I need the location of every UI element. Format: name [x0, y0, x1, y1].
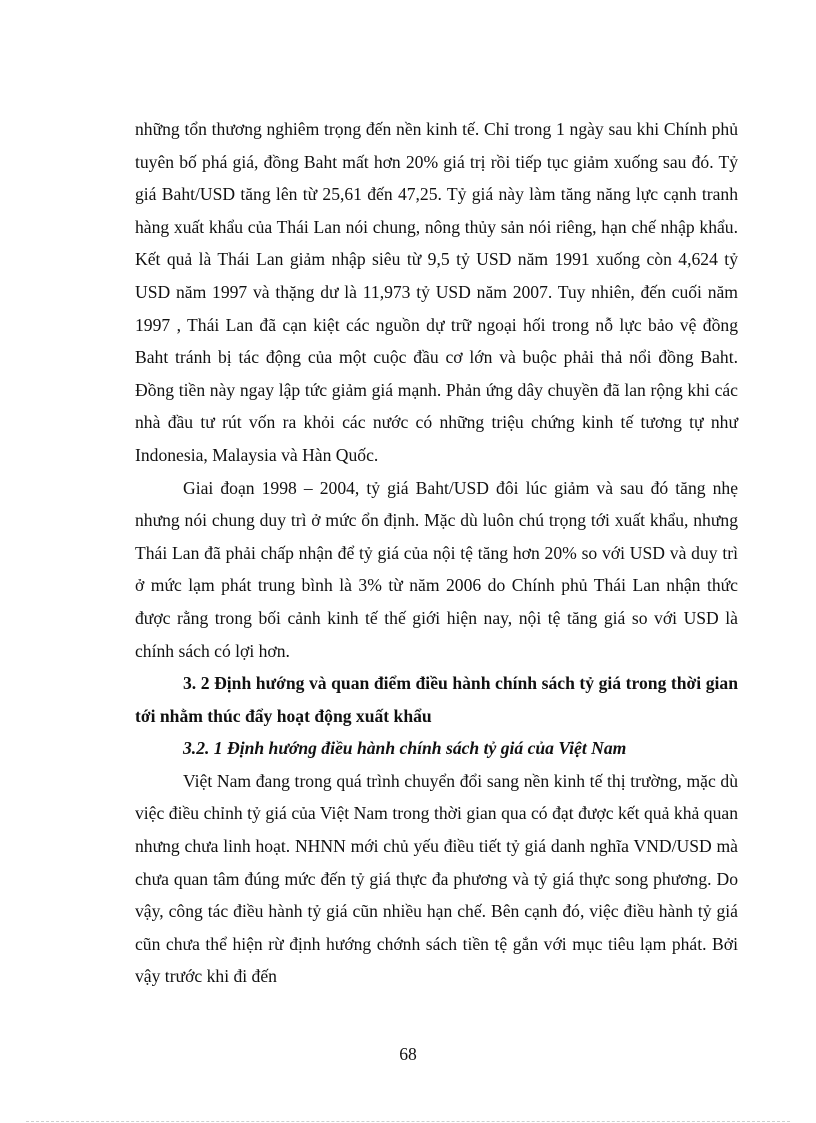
paragraph-vietnam-orientation: Việt Nam đang trong quá trình chuyển đổi sang nền kinh tế thị trường, mặc dù việc điều chỉnh tỷ giá của Việt Nam trong thời gian qua có đạt được kết quả khả quan nhưng chưa linh hoạt. NHNN mới chủ yếu điều tiết tỷ giá danh nghĩa VND/USD mà chưa quan tâm đúng mức đến tỷ giá thực đa phương và tỷ giá thực song phương. Do vậy, công tác điều hành tỷ giá cũn nhiều hạn chế. Bên cạnh đó, việc điều hành tỷ giá cũn chưa thể hiện rừ định hướng chớnh sách tiền tệ gắn với mục tiêu lạm phát. Bởi vậy trước khi đi đến [135, 770, 738, 987]
subsection-heading: 3.2. 1 Định hướng điều hành chính sách tỷ giá của Việt Nam [183, 738, 627, 759]
footer-divider [26, 1121, 790, 1122]
paragraph-thailand-crisis: những tổn thương nghiêm trọng đến nền kinh tế. Chỉ trong 1 ngày sau khi Chính phủ tuyên bố phá giá, đồng Baht mất hơn 20% giá trị rồi tiếp tục giảm xuống sau đó. Tỷ giá Baht/USD tăng lên từ 25,61 đến 47,25. Tỷ giá này làm tăng năng lực cạnh tranh hàng xuất khẩu của Thái Lan nói chung, nông thủy sản nói riêng, hạn chế nhập khẩu. Kết quả là Thái Lan giảm nhập siêu từ 9,5 tỷ USD năm 1991 xuống còn 4,624 tỷ USD năm 1997 và thặng dư là 11,973 tỷ USD năm 2007. Tuy nhiên, đến cuối năm 1997 , Thái Lan đã cạn kiệt các nguồn dự trữ ngoại hối trong nỗ lực bảo vệ đồng Baht tránh bị tác động của một cuộc đầu cơ lớn và buộc phải thả nổi đồng Baht. Đồng tiền này ngay lập tức giảm giá mạnh. Phản ứng dây chuyền đã lan rộng khi các nhà đầu tư rút vốn ra khỏi các nước có những triệu chứng kinh tế tương tự như Indonesia, Malaysia và Hàn Quốc. [135, 119, 738, 465]
section-heading: 3. 2 Định hướng và quan điểm điều hành chính sách tỷ giá trong thời gian tới nhằm thúc đẩy hoạt động xuất khẩu [135, 673, 738, 726]
paragraph-thailand-1998-2004: Giai đoạn 1998 – 2004, tỷ giá Baht/USD đôi lúc giảm và sau đó tăng nhẹ nhưng nói chung duy trì ở mức ổn định. Mặc dù luôn chú trọng tới xuất khẩu, nhưng Thái Lan đã phải chấp nhận để tỷ giá của nội tệ tăng hơn 20% so với USD và duy trì ở mức lạm phát trung bình là 3% từ năm 2006 do Chính phủ Thái Lan nhận thức được rằng trong bối cảnh kinh tế thế giới hiện nay, nội tệ tăng giá so với USD là chính sách có lợi hơn. [135, 477, 738, 661]
page-number: 68 [399, 1044, 417, 1064]
page-body [135, 113, 738, 993]
